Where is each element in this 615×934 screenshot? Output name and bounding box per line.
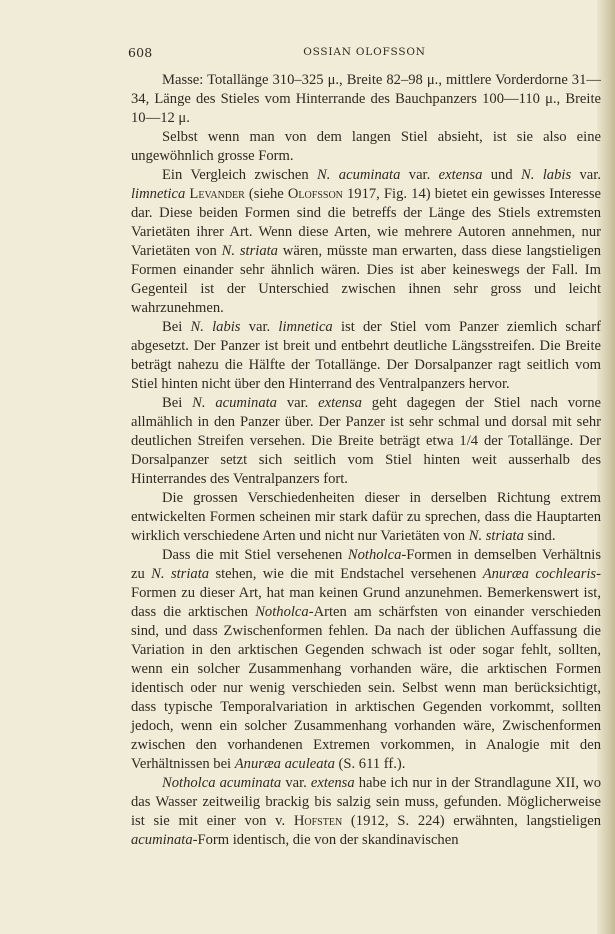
body-text — [131, 71, 601, 850]
paragraph-notholca-forms: Dass die mit Stiel versehenen Notholca-Formen in demselben Verhältnis zu N. striata stehen, wie die mit Endstachel versehenen Anuræa cochlearis-Formen zu dieser Art, hat man keinen Grund anzunehmen. Bemerkenswert ist, dass die arktischen Notholca-Arten am schärfsten von einander verschieden sind, und dass Zwischenformen fehlen. Da nach der üblichen Auffassung die Variation in den arktischen Gegenden schwach ist oder sogar fehlt, sollten, wenn ein solcher Zusammenhang vorhanden wäre, die arktischen Formen identisch oder nur wenig verschieden sein. Selbst wenn man berücksichtigt, dass typische Temporalvariation in arktischen Gegenden vorkommt, sollten jedoch, wenn ein solcher Zusammenhang vorhanden wäre, Zwischenformen zwischen den vorhandenen Extremen vorkommen, in Analogie mit den Verhältnissen bei Anuræa aculeata (S. 611 ff.). — [131, 547, 601, 772]
running-title: OSSIAN OLOFSSON — [303, 46, 426, 58]
page-header — [128, 45, 601, 61]
paragraph-measurements: Masse: Totallänge 310–325 μ., Breite 82–98 μ., mittlere Vorderdorne 31—34, Länge des Stieles vom Hinterrande des Bauchpanzers 100—110 μ., Breite 10—12 μ. — [131, 72, 601, 126]
paragraph-large-form: Selbst wenn man von dem langen Stiel absieht, ist sie also eine ungewöhnlich grosse Form. — [131, 129, 601, 164]
page-number: 608 — [128, 45, 153, 60]
paragraph-acuminata-extensa: Bei N. acuminata var. extensa geht dagegen der Stiel nach vorne allmählich in den Panzer über. Der Panzer ist sehr schmal und dorsal mit sehr deutlichen Streifen versehen. Die Breite beträgt etwa 1/4 der Totallänge. Der Dorsalpanzer setzt sich seitlich vom Stiel hinten weit ausserhalb des Hinterrandes des Ventralpanzers fort. — [131, 395, 601, 487]
paragraph-comparison: Ein Vergleich zwischen N. acuminata var. extensa und N. labis var. limnetica Levander (siehe Olofsson 1917, Fig. 14) bietet ein gewisses Interesse dar. Diese beiden Formen sind die betreffs der Länge des Stiels extremsten Varietäten ihrer Art. Wenn diese Arten, wie mehrere Autoren annehmen, nur Varietäten von N. striata wären, müsste man erwarten, dass diese langstieligen Formen einander sehr ähnlich wären. Dies ist aber keineswegs der Fall. Im Gegenteil ist der Unterschied zwischen ihnen sehr gross und leicht wahrzunehmen. — [131, 167, 601, 316]
paragraph-labis-limnetica: Bei N. labis var. limnetica ist der Stiel vom Panzer ziemlich scharf abgesetzt. Der Panzer ist breit und entbehrt deutliche Längsstreifen. Die Breite beträgt nahezu die Hälfte der Totallänge. Der Dorsalpanzer ragt seitlich vom Stiel hinten nicht über den Hinterrand des Ventralpanzers hervor. — [131, 319, 602, 392]
paragraph-differences: Die grossen Verschiedenheiten dieser in derselben Richtung extrem entwickelten Formen scheinen mir stark dafür zu sprechen, dass die Hauptarten wirklich verschiedene Arten und nicht nur Varietäten von N. striata sind. — [131, 490, 601, 544]
paragraph-strandlagune: Notholca acuminata var. extensa habe ich nur in der Strandlagune XII, wo das Wasser zeitweilig brackig bis salzig sein muss, gefunden. Möglicherweise ist sie mit einer von v. Hofsten (1912, S. 224) erwähnten, langstieligen acuminata-Form identisch, die von der skandinavischen — [131, 775, 602, 848]
